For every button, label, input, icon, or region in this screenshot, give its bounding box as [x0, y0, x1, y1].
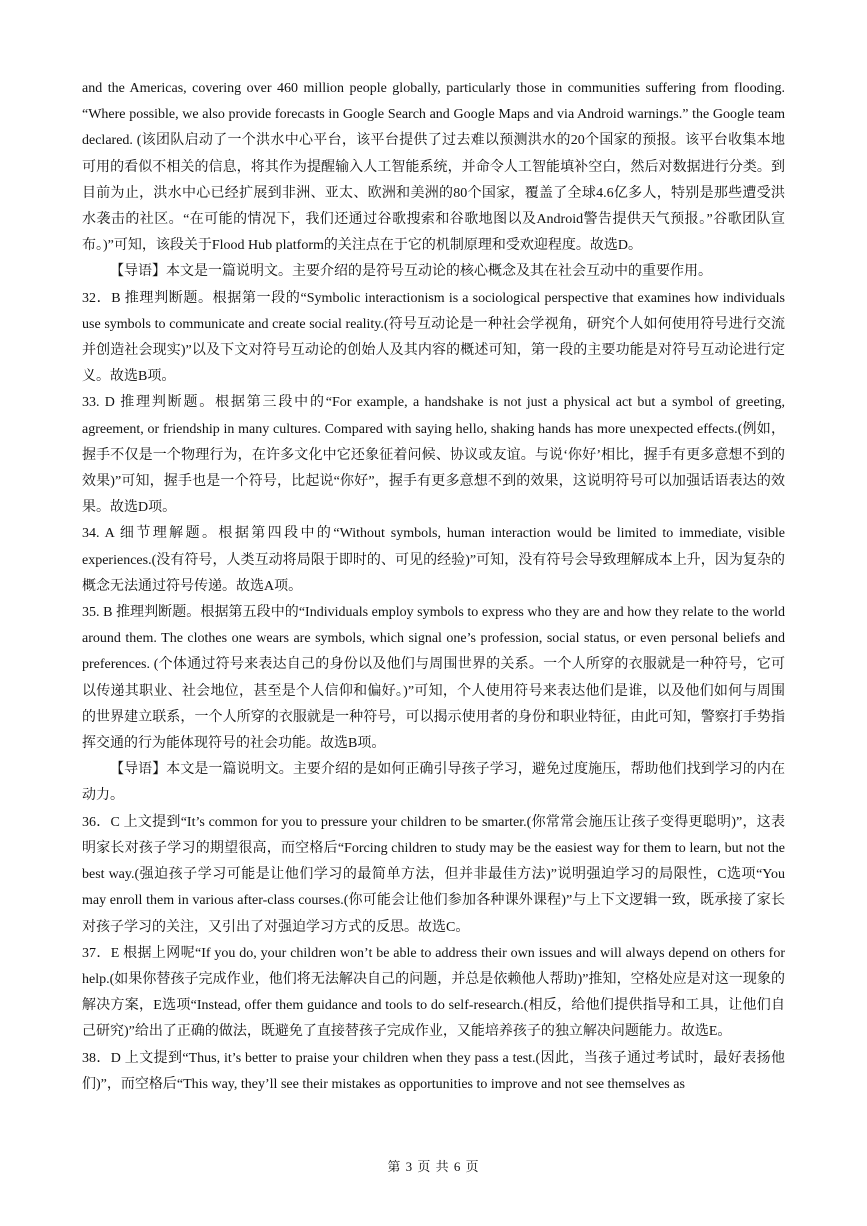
paragraph-answer-35: 35. B 推理判断题。根据第五段中的“Individuals employ symbols to express who they are and how they relate to the world around them. The clothes one wears are symbols, which signal one’s profession, social status, or even personal beliefs and preferences. (个体通过符号来表达自己的身份以及他们与周围世界的关系。一个人所穿的衣服就是一种符号，它可以传递其职业、社会地位，甚至是个人信仰和偏好。)”可知，个人使用符号来表达他们是谁，以及他们如何与周围的世界建立联系，一个人所穿的衣服就是一种符号，可以揭示使用者的身份和职业特征，由此可知，警察打手势指挥交通的行为能体现符号的社会功能。故选B项。 — [82, 605, 785, 752]
paragraph-answer-34: 34. A 细节理解题。根据第四段中的“Without symbols, human interaction would be limited to immediate, visible experiences.(没有符号，人类互动将局限于即时的、可见的经验)”可知，没有符号会导致理解成本上升，因为复杂的概念无法通过符号传递。故选A项。 — [82, 526, 785, 594]
paragraph-flood-hub-analysis: and the Americas, covering over 460 million people globally, particularly those in communities suffering from flooding. “Where possible, we also provide forecasts in Google Search and Google Maps and via Android warnings.” the Google team declared. (该团队启动了一个洪水中心平台，该平台提供了过去难以预测洪水的20个国家的预报。该平台收集本地可用的看似不相关的信息，将其作为提醒输入人工智能系统，并命令人工智能填补空白，然后对数据进行分类。到目前为止，洪水中心已经扩展到非洲、亚太、欧洲和美洲的80个国家，覆盖了全球4.6亿多人，特别是那些遭受洪水袭击的社区。“在可能的情况下，我们还通过谷歌搜索和谷歌地图以及Android警告提供天气预报。”谷歌团队宣布。)”可知，该段关于Flood Hub platform的关注点在于它的机制原理和受欢迎程度。故选D。 — [82, 81, 785, 254]
page-number-footer: 第 3 页 共 6 页 — [387, 1159, 480, 1174]
answer-explanations-body — [82, 76, 785, 1098]
paragraph-answer-36: 36．C 上文提到“It’s common for you to pressure your children to be smarter.(你常常会施压让孩子变得更聪明)”，这表明家长对孩子学习的期望很高，而空格后“Forcing children to study may be the easiest way for them to learn, but not the best way.(强迫孩子学习可能是让他们学习的最简单方法，但并非最佳方法)”说明强迫学习的局限性，C选项“You may enroll them in various after-class courses.(你可能会让他们参加各种课外课程)”与上下文逻辑一致，既承接了家长对孩子学习的关注，又引出了对强迫学习方式的反思。故选C。 — [82, 814, 785, 935]
paragraph-intro-symbolic-interactionism: 【导语】本文是一篇说明文。主要介绍的是符号互动论的核心概念及其在社会互动中的重要作用。 — [110, 264, 712, 280]
paragraph-answer-33: 33. D 推理判断题。根据第三段中的“For example, a handshake is not just a physical act but a symbol of greeting, agreement, or friendship in many cultures. Compared with saying hello, shaking hands has more unexpected effects.(例如，握手不仅是一个物理行为，在许多文化中它还象征着问候、协议或友谊。与说‘你好’相比，握手有更多意想不到的效果)”可知，握手也是一个符号，比起说“你好”，握手有更多意想不到的效果，这说明符号可以加强话语表达的效果。故选D项。 — [82, 395, 785, 516]
paragraph-answer-38: 38．D 上文提到“Thus, it’s better to praise your children when they pass a test.(因此，当孩子通过考试时，最好表扬他们)”，而空格后“This way, they’ll see their mistakes as opportunities to improve and not see themselves as — [82, 1050, 785, 1092]
paragraph-answer-32: 32．B 推理判断题。根据第一段的“Symbolic interactionism is a sociological perspective that examines how individuals use symbols to communicate and create social reality.(符号互动论是一种社会学视角，研究个人如何使用符号进行交流并创造社会现实)”以及下文对符号互动论的创始人及其内容的概述可知，第一段的主要功能是对符号互动论进行定义。故选B项。 — [82, 290, 785, 385]
paragraph-answer-37: 37．E 根据上网呢“If you do, your children won’t be able to address their own issues and will always depend on others for help.(如果你替孩子完成作业，他们将无法解决自己的问题，并总是依赖他人帮助)”推知，空格处应是对这一现象的解决方案，E选项“Instead, offer them guidance and tools to do self-research.(相反，给他们提供指导和工具，让他们自己研究)”给出了正确的做法，既避免了直接替孩子完成作业，又能培养孩子的独立解决问题能力。故选E。 — [82, 945, 785, 1040]
paragraph-intro-children-learning: 【导语】本文是一篇说明文。主要介绍的是如何正确引导孩子学习，避免过度施压，帮助他们找到学习的内在动力。 — [82, 762, 785, 804]
